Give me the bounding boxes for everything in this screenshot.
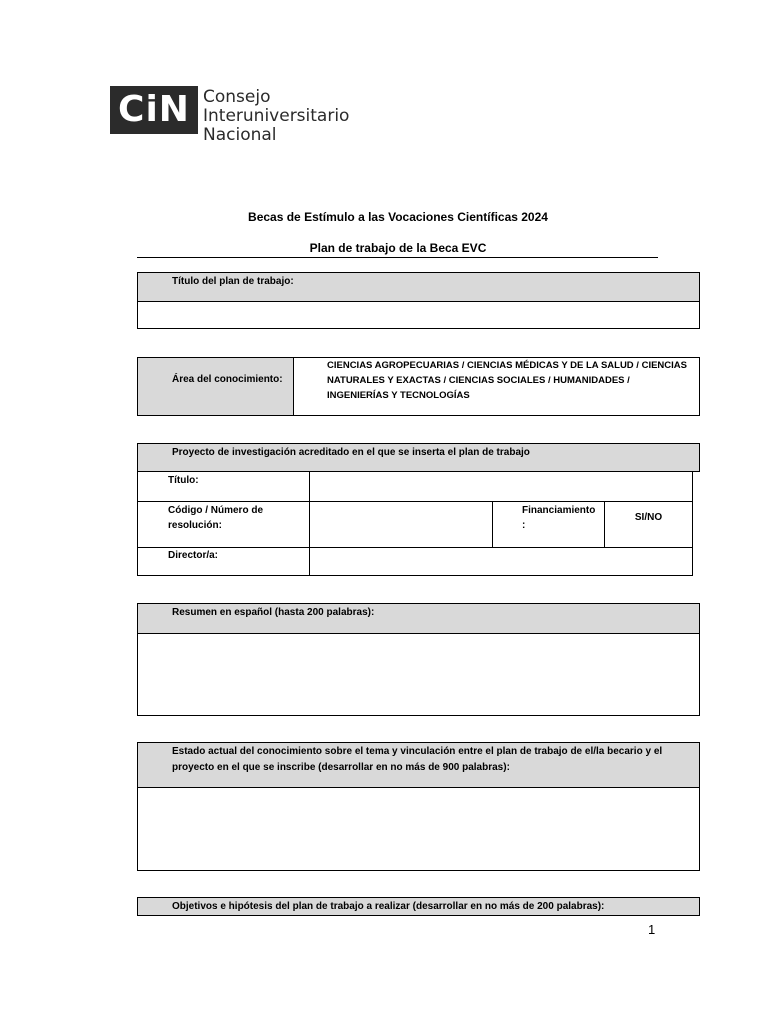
logo-line-1: Consejo bbox=[203, 87, 271, 107]
proyecto-titulo-label: Título: bbox=[168, 475, 199, 486]
resumen-table bbox=[137, 603, 700, 716]
area-options[interactable] bbox=[327, 358, 687, 403]
area-label: Área del conocimiento: bbox=[172, 374, 283, 385]
codigo-label-line-1: Código / Número de bbox=[168, 505, 263, 516]
proyecto-titulo-input[interactable] bbox=[310, 472, 692, 501]
director-label: Director/a: bbox=[168, 550, 219, 561]
divider bbox=[293, 358, 294, 415]
codigo-resolucion-label bbox=[168, 503, 263, 533]
estado-label-line-2: proyecto en el que se inscribe (desarrollar en no más de 900 palabras): bbox=[172, 762, 510, 773]
area-options-line-1: CIENCIAS AGROPECUARIAS / CIENCIAS MÉDICAS Y DE LA SALUD / CIENCIAS bbox=[327, 360, 687, 371]
titulo-plan-table bbox=[137, 272, 700, 329]
resumen-label: Resumen en español (hasta 200 palabras): bbox=[172, 607, 375, 618]
logo-line-3: Nacional bbox=[203, 125, 277, 145]
logo-line-2: Interuniversitario bbox=[203, 106, 350, 126]
document-subtitle: Plan de trabajo de la Beca EVC bbox=[309, 241, 487, 255]
financiamiento-value[interactable]: SI/NO bbox=[634, 512, 663, 523]
cin-logo-mark: CiN bbox=[110, 86, 198, 134]
proyecto-header bbox=[137, 443, 700, 472]
financiamiento-label bbox=[522, 503, 595, 533]
estado-label bbox=[172, 744, 662, 776]
area-options-line-2: NATURALES Y EXACTAS / CIENCIAS SOCIALES / HUMANIDADES / bbox=[327, 375, 630, 386]
area-conocimiento-table bbox=[137, 357, 700, 416]
objetivos-label: Objetivos e hipótesis del plan de trabajo a realizar (desarrollar en no más de 200 palabras): bbox=[172, 901, 605, 912]
financiamiento-label-line-2: : bbox=[522, 520, 526, 531]
cin-logo-text bbox=[203, 88, 349, 145]
titulo-plan-label: Título del plan de trabajo: bbox=[172, 276, 294, 287]
document-title: Becas de Estímulo a las Vocaciones Científicas 2024 bbox=[248, 210, 548, 224]
director-input[interactable] bbox=[310, 548, 692, 575]
estado-label-line-1: Estado actual del conocimiento sobre el tema y vinculación entre el plan de trabajo de el/la becario y el bbox=[172, 746, 663, 757]
titulo-plan-input[interactable] bbox=[138, 302, 699, 328]
estado-input[interactable] bbox=[138, 788, 699, 870]
codigo-resolucion-input[interactable] bbox=[310, 502, 492, 547]
proyecto-table bbox=[137, 471, 693, 576]
title-underline bbox=[137, 257, 658, 258]
divider bbox=[492, 501, 493, 547]
proyecto-header-label: Proyecto de investigación acreditado en el que se inserta el plan de trabajo bbox=[172, 447, 530, 458]
divider bbox=[309, 472, 310, 575]
objetivos-header bbox=[137, 897, 700, 916]
area-options-line-3: INGENIERÍAS Y TECNOLOGÍAS bbox=[327, 390, 470, 401]
page-number: 1 bbox=[648, 922, 656, 937]
financiamiento-label-line-1: Financiamiento bbox=[522, 505, 596, 516]
codigo-label-line-2: resolución: bbox=[168, 520, 222, 531]
resumen-input[interactable] bbox=[138, 634, 699, 715]
estado-table bbox=[137, 742, 700, 871]
